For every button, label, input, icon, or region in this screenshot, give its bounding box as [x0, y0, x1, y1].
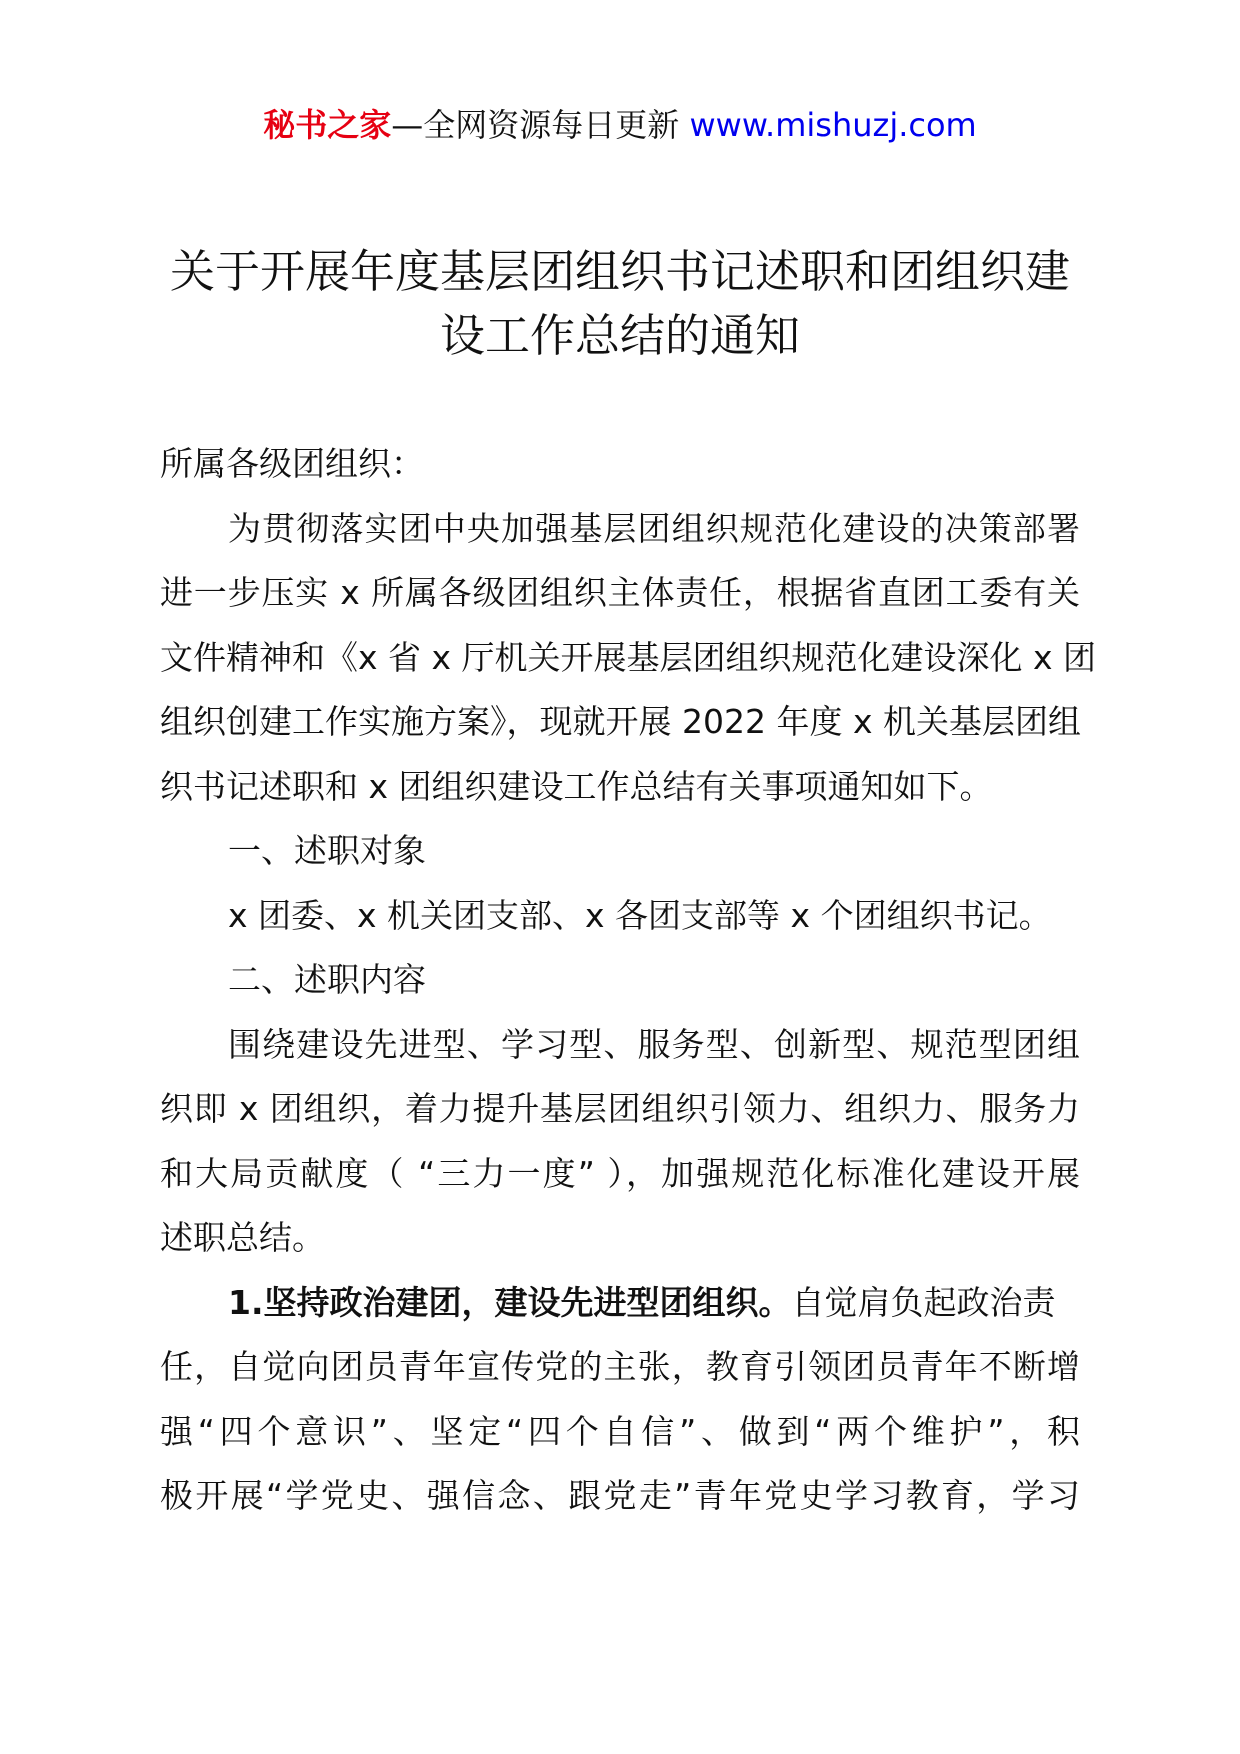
paragraph-line: 文件精神和《x 省 x 厅机关开展基层团组织规范化建设深化 x 团 [160, 637, 1097, 677]
paragraph-line: 和大局贡献度（ “三力一度” ），加强规范化标准化建设开展 [160, 1153, 1080, 1193]
paragraph-line: 织书记述职和 x 团组织建设工作总结有关事项通知如下。 [160, 766, 993, 806]
title-line-2: 设工作总结的通知 [439, 309, 800, 362]
paragraph-line: 任，自觉向团员青年宣传党的主张，教育引领团员青年不断增 [160, 1347, 1080, 1386]
section-text-1: x 团委、x 机关团支部、x 各团支部等 x 个团组织书记。 [228, 895, 1052, 935]
title-line-1: 关于开展年度基层团组织书记述职和团组织建 [169, 245, 1070, 298]
paragraph-line: 述职总结。 [160, 1218, 325, 1257]
document-body [160, 432, 1097, 1529]
item-1-first-line [160, 1271, 1080, 1336]
paragraph-line: 组织创建工作实施方案》，现就开展 2022 年度 x 机关基层团组 [160, 702, 1081, 741]
section-heading-1: 一、述职对象 [228, 831, 426, 870]
paragraph-line: 围绕建设先进型、学习型、服务型、创新型、规范型团组 [228, 1024, 1080, 1064]
paragraph-line: 极开展“学党史、强信念、跟党走”青年党史学习教育，学习 [160, 1476, 1080, 1515]
paragraph-line: 进一步压实 x 所属各级团组织主体责任，根据省直团工委有关 [160, 573, 1080, 612]
paragraph-line: 为贯彻落实团中央加强基层团组织规范化建设的决策部署 [228, 508, 1080, 548]
item-1-heading: 1.坚持政治建团，建设先进型团组织。 [228, 1282, 792, 1322]
paragraph-line: 强“四个意识”、坚定“四个自信”、做到“两个维护”，积 [160, 1411, 1080, 1451]
item-1-text: 自觉肩负起政治责 [791, 1282, 1056, 1322]
document-title [160, 240, 1080, 368]
salutation: 所属各级团组织： [160, 444, 424, 483]
site-header [0, 100, 1240, 150]
site-brand: 秘书之家 [263, 106, 392, 144]
paragraph-line: 织即 x 团组织，着力提升基层团组织引领力、组织力、服务力 [160, 1089, 1080, 1128]
site-tagline: —全网资源每日更新 [391, 106, 690, 144]
section-heading-2: 二、述职内容 [228, 960, 426, 999]
site-url-link[interactable]: www.mishuzj.com [689, 106, 977, 144]
